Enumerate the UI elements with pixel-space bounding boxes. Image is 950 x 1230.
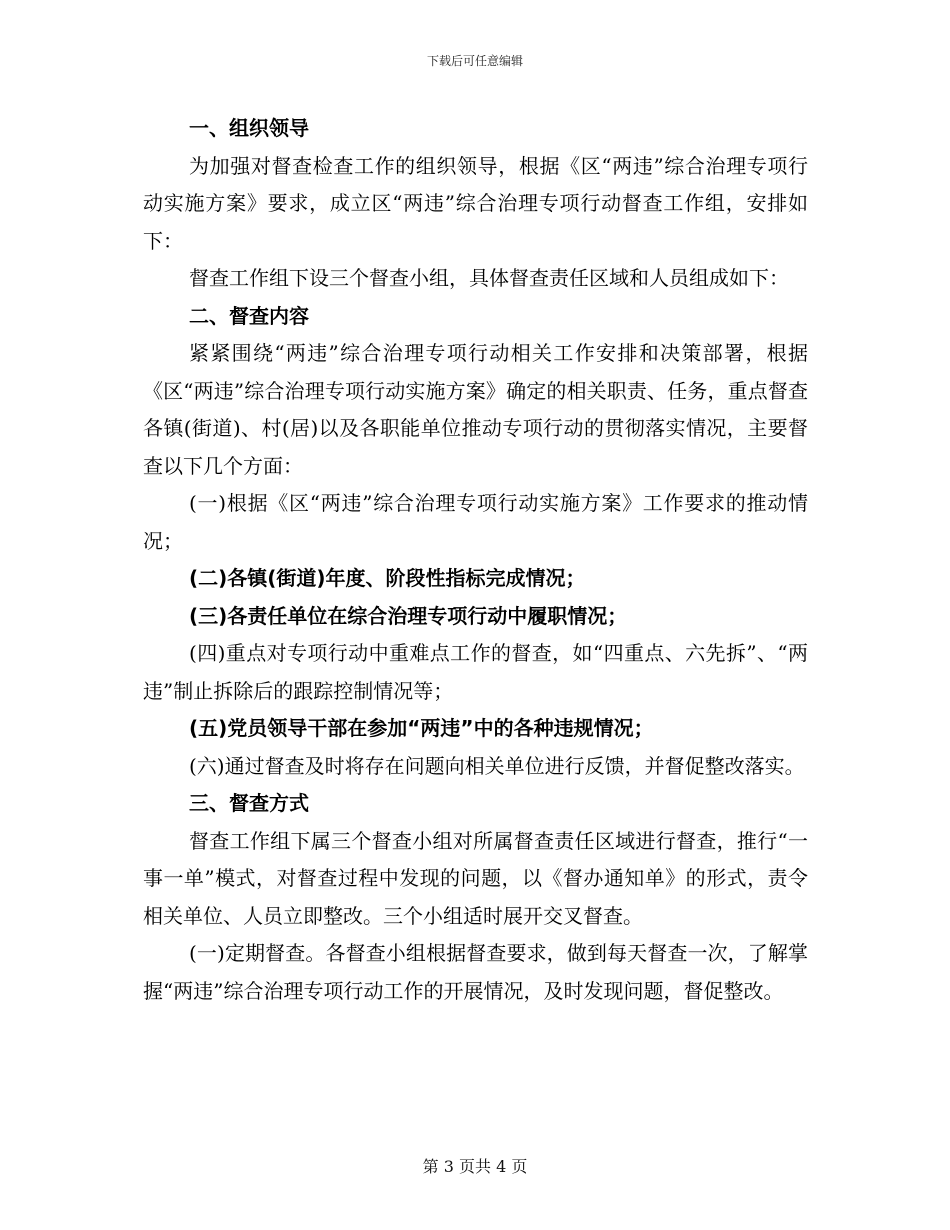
list-item-5: (五)党员领导干部在参加“两违”中的各种违规情况； <box>189 716 654 740</box>
paragraph-3: 紧紧围绕“两违”综合治理专项行动相关工作安排和决策部署，根据《区“两违”综合治理专项行动实施方案》确定的相关职责、任务，重点督查各镇(街道)、村(居)以及各职能单位推动专项行动的贯彻落实情况，主要督查以下几个方面： <box>143 341 808 478</box>
list-item-4: (四)重点对专项行动中重难点工作的督查，如“四重点、六先拆”、“两违”制止拆除后的跟踪控制情况等； <box>143 641 808 703</box>
list-item-6: (六)通过督查及时将存在问题向相关单位进行反馈，并督促整改落实。 <box>189 753 805 778</box>
list-item-3: (三)各责任单位在综合治理专项行动中履职情况； <box>189 603 628 628</box>
paragraph-2: 督查工作组下设三个督查小组，具体督查责任区域和人员组成如下： <box>189 266 789 290</box>
section-heading-1: 一、组织领导 <box>189 116 309 140</box>
page-footer: 第 3 页共 4 页 <box>422 1157 528 1176</box>
list-item-2: (二)各镇(街道)年度、阶段性指标完成情况； <box>189 566 586 590</box>
section-heading-2: 二、督查内容 <box>189 303 309 328</box>
paragraph-1: 为加强对督查检查工作的组织领导，根据《区“两违”综合治理专项行动实施方案》要求，成立区“两违”综合治理专项行动督查工作组，安排如下： <box>143 153 808 253</box>
section-heading-3: 三、督查方式 <box>189 791 309 815</box>
paragraph-5: (一)定期督查。各督查小组根据督查要求，做到每天督查一次，了解掌握“两违”综合治理专项行动工作的开展情况，及时发现问题，督促整改。 <box>143 941 808 1003</box>
page-header: 下载后可任意编辑 <box>426 54 523 68</box>
list-item-1: (一)根据《区“两违”综合治理专项行动实施方案》工作要求的推动情况； <box>143 491 808 553</box>
document-body <box>143 110 808 1010</box>
paragraph-4: 督查工作组下属三个督查小组对所属督查责任区域进行督查，推行“一事一单”模式，对督查过程中发现的问题，以《督办通知单》的形式，责令相关单位、人员立即整改。三个小组适时展开交叉督查。 <box>143 828 808 928</box>
